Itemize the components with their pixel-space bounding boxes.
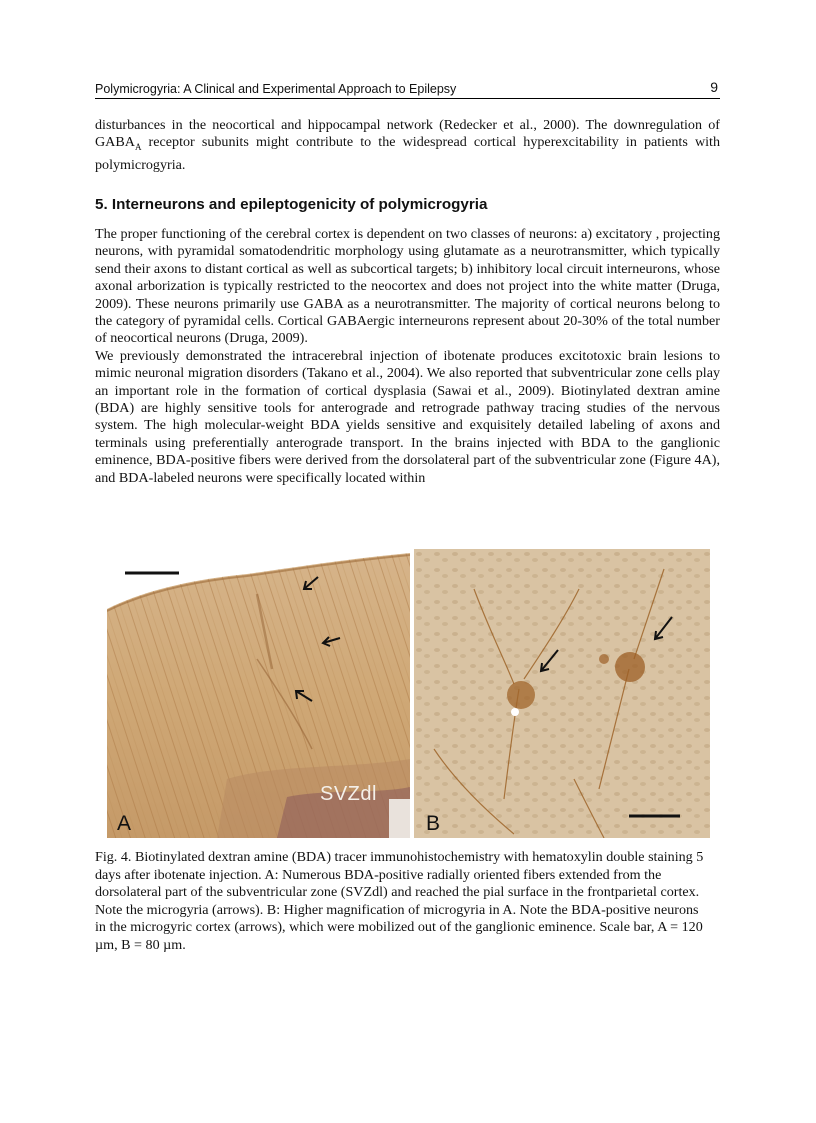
paragraph-text-end: receptor subunits might contribute to the widespread cortical hyperexcitability in patients with polymicrogyria. <box>95 134 720 173</box>
running-title: Polymicrogyria: A Clinical and Experimental Approach to Epilepsy <box>95 82 457 96</box>
section-heading: 5. Interneurons and epileptogenicity of polymicrogyria <box>95 196 488 213</box>
paragraph-text: disturbances in the neocortical and hippocampal network (Redecker et al., 2000). The downregulation of GABA <box>95 117 720 151</box>
gaba-subscript: A <box>134 142 142 153</box>
paragraph-neuron-classes: The proper functioning of the cerebral cortex is dependent on two classes of neurons: a) excitatory , projecting neurons, with pyramidal somatodendritic morphology using glutamate as a neurotransmitter, which typically send their axons to distant cortical as well as subcortical targets; b) inhibitory local circuit interneurons, whose axonal arborization is typically restricted to the neocortex and does not project into the white matter (Druga, 2009). These neurons primarily use GABA as a neurotransmitter. The majority of cortical neurons belong to the category of pyramidal cells. Cortical GABAergic interneurons represent about 20-30% of the total number of neocortical neurons (Druga, 2009). <box>95 226 720 347</box>
page-number: 9 <box>710 79 718 95</box>
micrograph-panel-a <box>107 549 410 838</box>
micrograph-panel-b <box>414 549 710 838</box>
paragraph-bda-experiment: We previously demonstrated the intracerebral injection of ibotenate produces excitotoxic brain lesions to mimic neuronal migration disorders (Takano et al., 2004). We also reported that subventricular zone cells play an important role in the formation of cortical dysplasia (Sawai et al., 2009). Biotinylated dextran amine (BDA) are highly sensitive tools for anterograde and retrograde pathway tracing studies of the nervous system. The high molecular-weight BDA yields sensitive and exquisitely detailed labeling of axons and terminals using preferentially anterograde transport. In the brains injected with BDA to the ganglionic eminence, BDA-positive fibers were derived from the dorsolateral part of the subventricular zone (Figure 4A), and BDA-labeled neurons were specifically located within <box>95 347 720 486</box>
panel-b-label: B <box>426 812 441 835</box>
figure-caption: Fig. 4. Biotinylated dextran amine (BDA) tracer immunohistochemistry with hematoxylin double staining 5 days after ibotenate injection. A: Numerous BDA-positive radially oriented fibers extended from the dorsolateral part of the subventricular zone (SVZdl) and reached the pial surface in the frontparietal cortex. Note the microgyria (arrows). B: Higher magnification of microgyria in A. Note the BDA-positive neurons in the microgyric cortex (arrows), which were mobilized out of the ganglionic eminence. Scale bar, A = 120 µm, B = 80 µm. <box>95 849 704 953</box>
figure-4 <box>107 549 710 838</box>
panel-a-label: A <box>117 812 132 835</box>
running-head <box>95 80 720 99</box>
micrograph-b-image <box>414 549 710 838</box>
svz-label: SVZdl <box>320 783 377 805</box>
paragraph-continued <box>95 117 720 174</box>
section-body <box>95 226 720 487</box>
